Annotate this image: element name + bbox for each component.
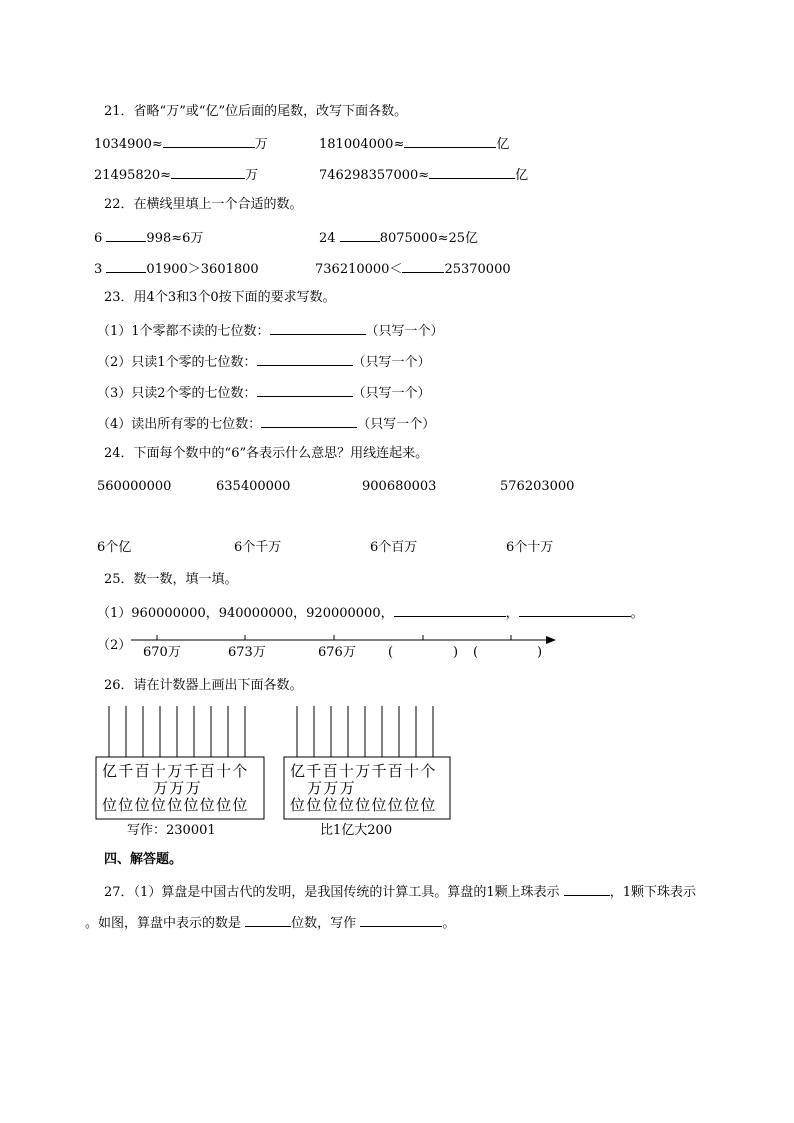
q25-paren-close-1: )	[453, 645, 459, 660]
section-4-title: 四、解答题。	[104, 852, 183, 867]
q23-item-1-label: （1）1个零都不读的七位数：	[97, 324, 270, 339]
counter-1-caption: 写作：230001	[127, 823, 216, 838]
q23-item-4-label: （4）读出所有零的七位数：	[97, 417, 262, 432]
q21-item-4-num: 746298357000≈	[319, 168, 430, 183]
q21-item-4-unit: 亿	[515, 168, 529, 183]
q27-blank-1[interactable]	[564, 883, 610, 896]
q27-blank-3[interactable]	[360, 914, 442, 927]
q24-number-2: 635400000	[216, 479, 291, 494]
q24-number-4: 576203000	[500, 479, 575, 494]
q25-paren-open-2: (	[473, 645, 479, 660]
q22-item-2-pre: 24	[319, 231, 336, 246]
q25-paren-close-2: )	[537, 645, 543, 660]
q21-title: 21．省略“万”或“亿”位后面的尾数，改写下面各数。	[104, 104, 408, 119]
counter-1-row2: 万万万	[153, 779, 202, 797]
q25-tick-label-3: 676万	[318, 645, 356, 660]
q23-item-1-note: （只写一个）	[365, 324, 444, 339]
q24-number-1: 560000000	[97, 479, 172, 494]
q24-meaning-1: 6个亿	[97, 540, 132, 555]
counter-2-row1: 亿千百十万千百十个	[290, 762, 437, 780]
q21-item-1-num: 1034900≈	[94, 137, 163, 152]
q23-item-2-note: （只写一个）	[352, 355, 431, 370]
q27-line2c-text: 。	[442, 916, 456, 931]
counter-2-caption: 比1亿大200	[320, 823, 393, 838]
q23-item-3-label: （3）只读2个零的七位数：	[97, 386, 257, 401]
q27-line1-text: 27．（1）算盘是中国古代的发明，是我国传统的计算工具。算盘的1颗上珠表示	[104, 885, 560, 900]
q22-item-3-pre: 3	[94, 262, 103, 277]
q22-item-1-pre: 6	[94, 231, 103, 246]
q21-item-3-num: 21495820≈	[94, 168, 172, 183]
q24-meaning-2: 6个千万	[234, 540, 282, 555]
q24-meaning-3: 6个百万	[370, 540, 418, 555]
q27-blank-2[interactable]	[245, 914, 291, 927]
q21-item-3-unit: 万	[245, 168, 259, 183]
q25-part1-label: （1）960000000，940000000，920000000，	[97, 606, 394, 621]
counter-2-row3: 位位位位位位位位位	[290, 796, 437, 814]
q27-line2b-text: 位数，写作	[291, 916, 357, 931]
q21-item-2-num: 181004000≈	[319, 137, 405, 152]
q22-item-2-post: 8075000≈25亿	[379, 231, 479, 246]
q23-item-4-note: （只写一个）	[357, 417, 436, 432]
q25-tick-label-2: 673万	[228, 645, 266, 660]
q23-title: 23．用4个3和3个0按下面的要求写数。	[104, 290, 336, 305]
q21-item-2-unit: 亿	[496, 137, 510, 152]
counter-1-row1: 亿千百十万千百十个	[102, 762, 249, 780]
q23-item-2-label: （2）只读1个零的七位数：	[97, 355, 257, 370]
q25-paren-open-1: (	[388, 645, 394, 660]
q22-item-4-pre: 736210000＜	[315, 262, 403, 277]
q25-part1-end: 。	[630, 606, 644, 621]
counter-1-row3: 位位位位位位位位位	[102, 796, 249, 814]
q25-part2-label: （2）	[97, 638, 132, 653]
q24-meaning-4: 6个十万	[506, 540, 554, 555]
q24-title: 24．下面每个数中的“6”各表示什么意思？用线连起来。	[104, 446, 429, 461]
q27-line2	[85, 914, 455, 932]
q25-title: 25．数一数，填一填。	[104, 572, 238, 587]
q27-line1b-text: ，1颗下珠表示	[609, 885, 697, 900]
q26-title: 26．请在计数器上画出下面各数。	[104, 678, 303, 693]
q27-line2a-text: 。如图，算盘中表示的数是	[85, 916, 242, 931]
q22-item-1-post: 998≈6万	[146, 231, 204, 246]
q24-number-3: 900680003	[362, 479, 437, 494]
q25-tick-label-1: 670万	[143, 645, 181, 660]
q22-item-4-post: 25370000	[444, 262, 511, 277]
q23-item-3-note: （只写一个）	[352, 386, 431, 401]
q25-part1-sep: ，	[505, 606, 519, 621]
q21-item-1-unit: 万	[254, 137, 268, 152]
q22-title: 22．在横线里填上一个合适的数。	[104, 197, 303, 212]
q22-item-3-post: 01900＞3601800	[146, 262, 259, 277]
q27-line1	[104, 883, 696, 901]
counter-2-row2: 万万万	[307, 779, 356, 797]
